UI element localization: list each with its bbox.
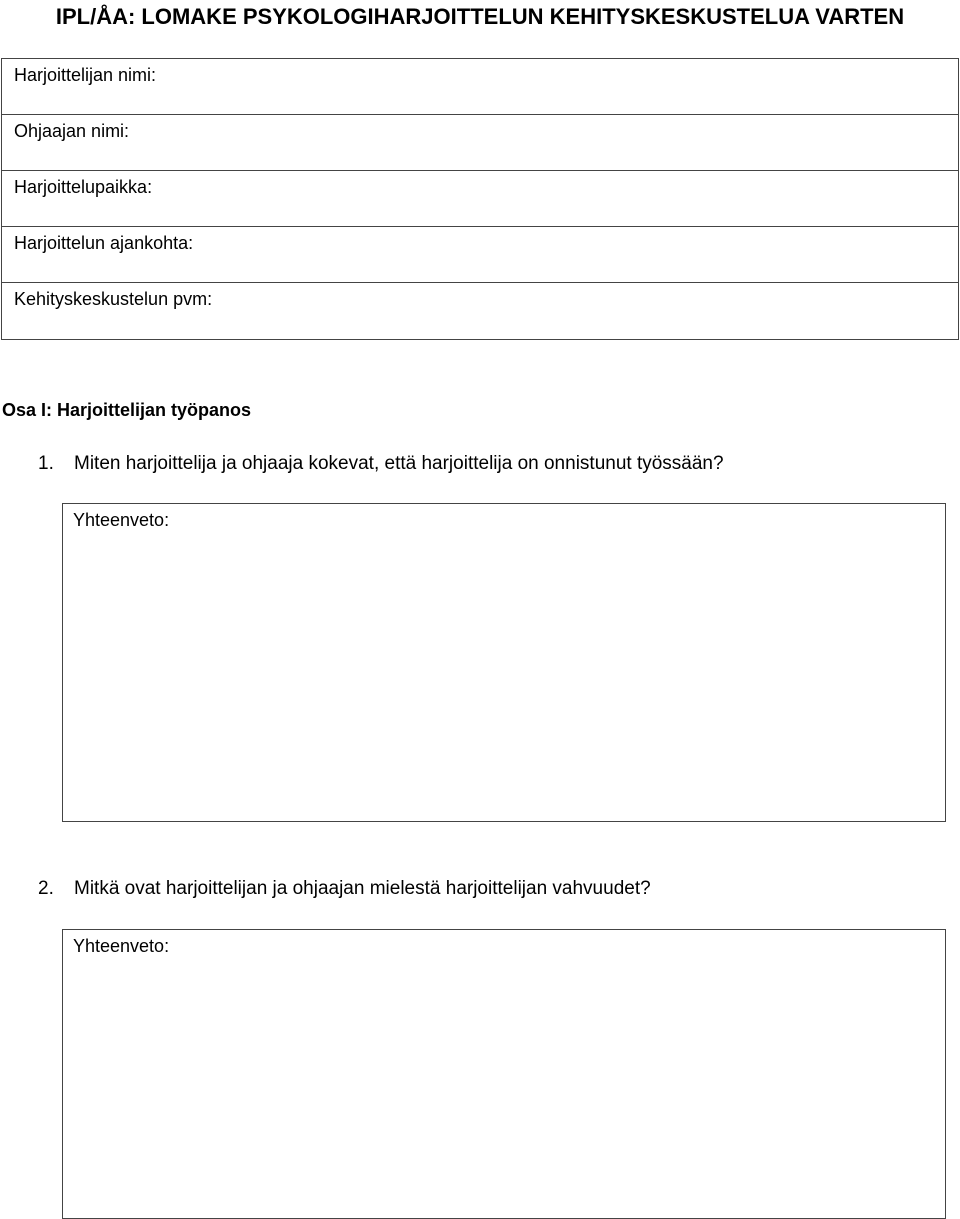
info-label-trainee-name: Harjoittelijan nimi: bbox=[14, 65, 157, 85]
question-text: Mitkä ovat harjoittelijan ja ohjaajan mielestä harjoittelijan vahvuudet? bbox=[74, 878, 651, 899]
summary-box-2[interactable] bbox=[62, 929, 946, 1219]
info-row-placement[interactable] bbox=[2, 171, 958, 227]
info-label-supervisor-name: Ohjaajan nimi: bbox=[14, 121, 130, 141]
info-row-supervisor-name[interactable] bbox=[2, 115, 958, 171]
summary-label: Yhteenveto: bbox=[73, 936, 170, 956]
summary-label: Yhteenveto: bbox=[73, 510, 170, 530]
info-label-placement: Harjoittelupaikka: bbox=[14, 177, 153, 197]
question-1 bbox=[38, 453, 724, 475]
info-table bbox=[1, 58, 959, 340]
question-2 bbox=[38, 878, 651, 900]
info-label-discussion-date: Kehityskeskustelun pvm: bbox=[14, 289, 213, 309]
question-number: 1. bbox=[38, 453, 54, 474]
info-label-period: Harjoittelun ajankohta: bbox=[14, 233, 194, 253]
document-title: IPL/ÅA: LOMAKE PSYKOLOGIHARJOITTELUN KEHITYSKESKUSTELUA VARTEN bbox=[55, 4, 905, 29]
question-text: Miten harjoittelija ja ohjaaja kokevat, että harjoittelija on onnistunut työssään? bbox=[74, 453, 724, 474]
info-row-discussion-date[interactable] bbox=[2, 283, 958, 339]
info-row-trainee-name[interactable] bbox=[2, 59, 958, 115]
info-row-period[interactable] bbox=[2, 227, 958, 283]
question-number: 2. bbox=[38, 878, 54, 899]
section-heading: Osa I: Harjoittelijan työpanos bbox=[2, 400, 252, 420]
summary-box-1[interactable] bbox=[62, 503, 946, 822]
